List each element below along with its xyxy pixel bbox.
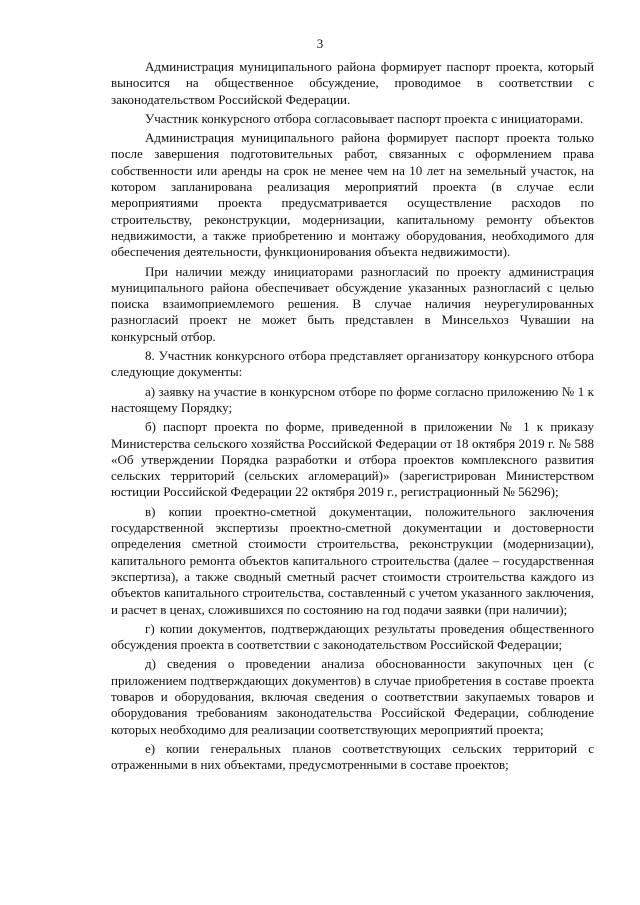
document-body xyxy=(111,59,594,776)
paragraph-item-e: е) копии генеральных планов соответствующих сельских территорий с отраженными в них объектами, предусмотренными в составе проектов; xyxy=(111,740,594,773)
paragraph-item-b: б) паспорт проекта по форме, приведенной в приложении № 1 к приказу Министерства сельского хозяйства Российской Федерации от 18 октября 2019 г. № 588 «Об утверждении Порядка разработки и отбора проектов комплексного развития сельских территорий (сельских агломераций)» (зарегистрирован Министерством юстиции Российской Федерации 22 октября 2019 г., регистрационный № 56296); xyxy=(111,419,594,500)
page-number: 3 xyxy=(316,36,324,51)
paragraph-disagreements: При наличии между инициаторами разногласий по проекту администрация муниципального района обеспечивает обсуждение указанных разногласий с целью поиска взаимоприемлемого решения. В случае наличия неурегулированных разногласий проект не может быть представлен в Минсельхоз Чувашии на конкурсный отбор. xyxy=(111,263,594,344)
paragraph-item-8: 8. Участник конкурсного отбора представляет организатору конкурсного отбора следующие документы: xyxy=(111,348,594,380)
paragraph-passport-approval: Участник конкурсного отбора согласовывает паспорт проекта с инициаторами. xyxy=(145,110,584,126)
paragraph-passport-preconditions: Администрация муниципального района формирует паспорт проекта только после завершения подготовительных работ, связанных с оформлением права собственности или аренды на срок не менее чем на 10 лет на земельный участок, на котором запланирована реализация мероприятий проекта (в случае если мероприятиями проекта предусматривается осуществление расходов по строительству, реконструкции, модернизации, капитальному ремонту объектов недвижимости, а также приобретению и монтажу оборудования, необходимого для обеспечения деятельности, функционирования объекта недвижимости). xyxy=(111,130,594,260)
paragraph-item-a: а) заявку на участие в конкурсном отборе по форме согласно приложению № 1 к настоящему Порядку; xyxy=(111,383,594,415)
paragraph-item-v: в) копии проектно-сметной документации, положительного заключения государственной экспертизы проектно-сметной документации и достоверности определения сметной стоимости строительства, реконструкции (модернизации), капитального ремонта объектов капитального строительства (далее – государственная экспертиза), а также сводный сметный расчет стоимости строительства каждого из объектов капитального строительства, составленный с учетом указанного заключения, и расчет в ценах, сложившихся по состоянию на год подачи заявки (при наличии); xyxy=(111,503,594,617)
paragraph-item-g: г) копии документов, подтверждающих результаты проведения общественного обсуждения проекта в соответствии с законодательством Российской Федерации; xyxy=(111,620,594,653)
paragraph-passport-formation: Администрация муниципального района формирует паспорт проекта, который выносится на общественное обсуждение, проводимое в соответствии с законодательством Российской Федерации. xyxy=(111,59,594,107)
paragraph-item-d: д) сведения о проведении анализа обоснованности закупочных цен (с приложением подтверждающих документов) в случае приобретения в составе проекта товаров и оборудования, включая сведения о соответствии закупаемых товаров и оборудования требованиям законодательства Российской Федерации, соблюдение которых необходимо для реализации соответствующих мероприятий проекта; xyxy=(111,656,594,737)
